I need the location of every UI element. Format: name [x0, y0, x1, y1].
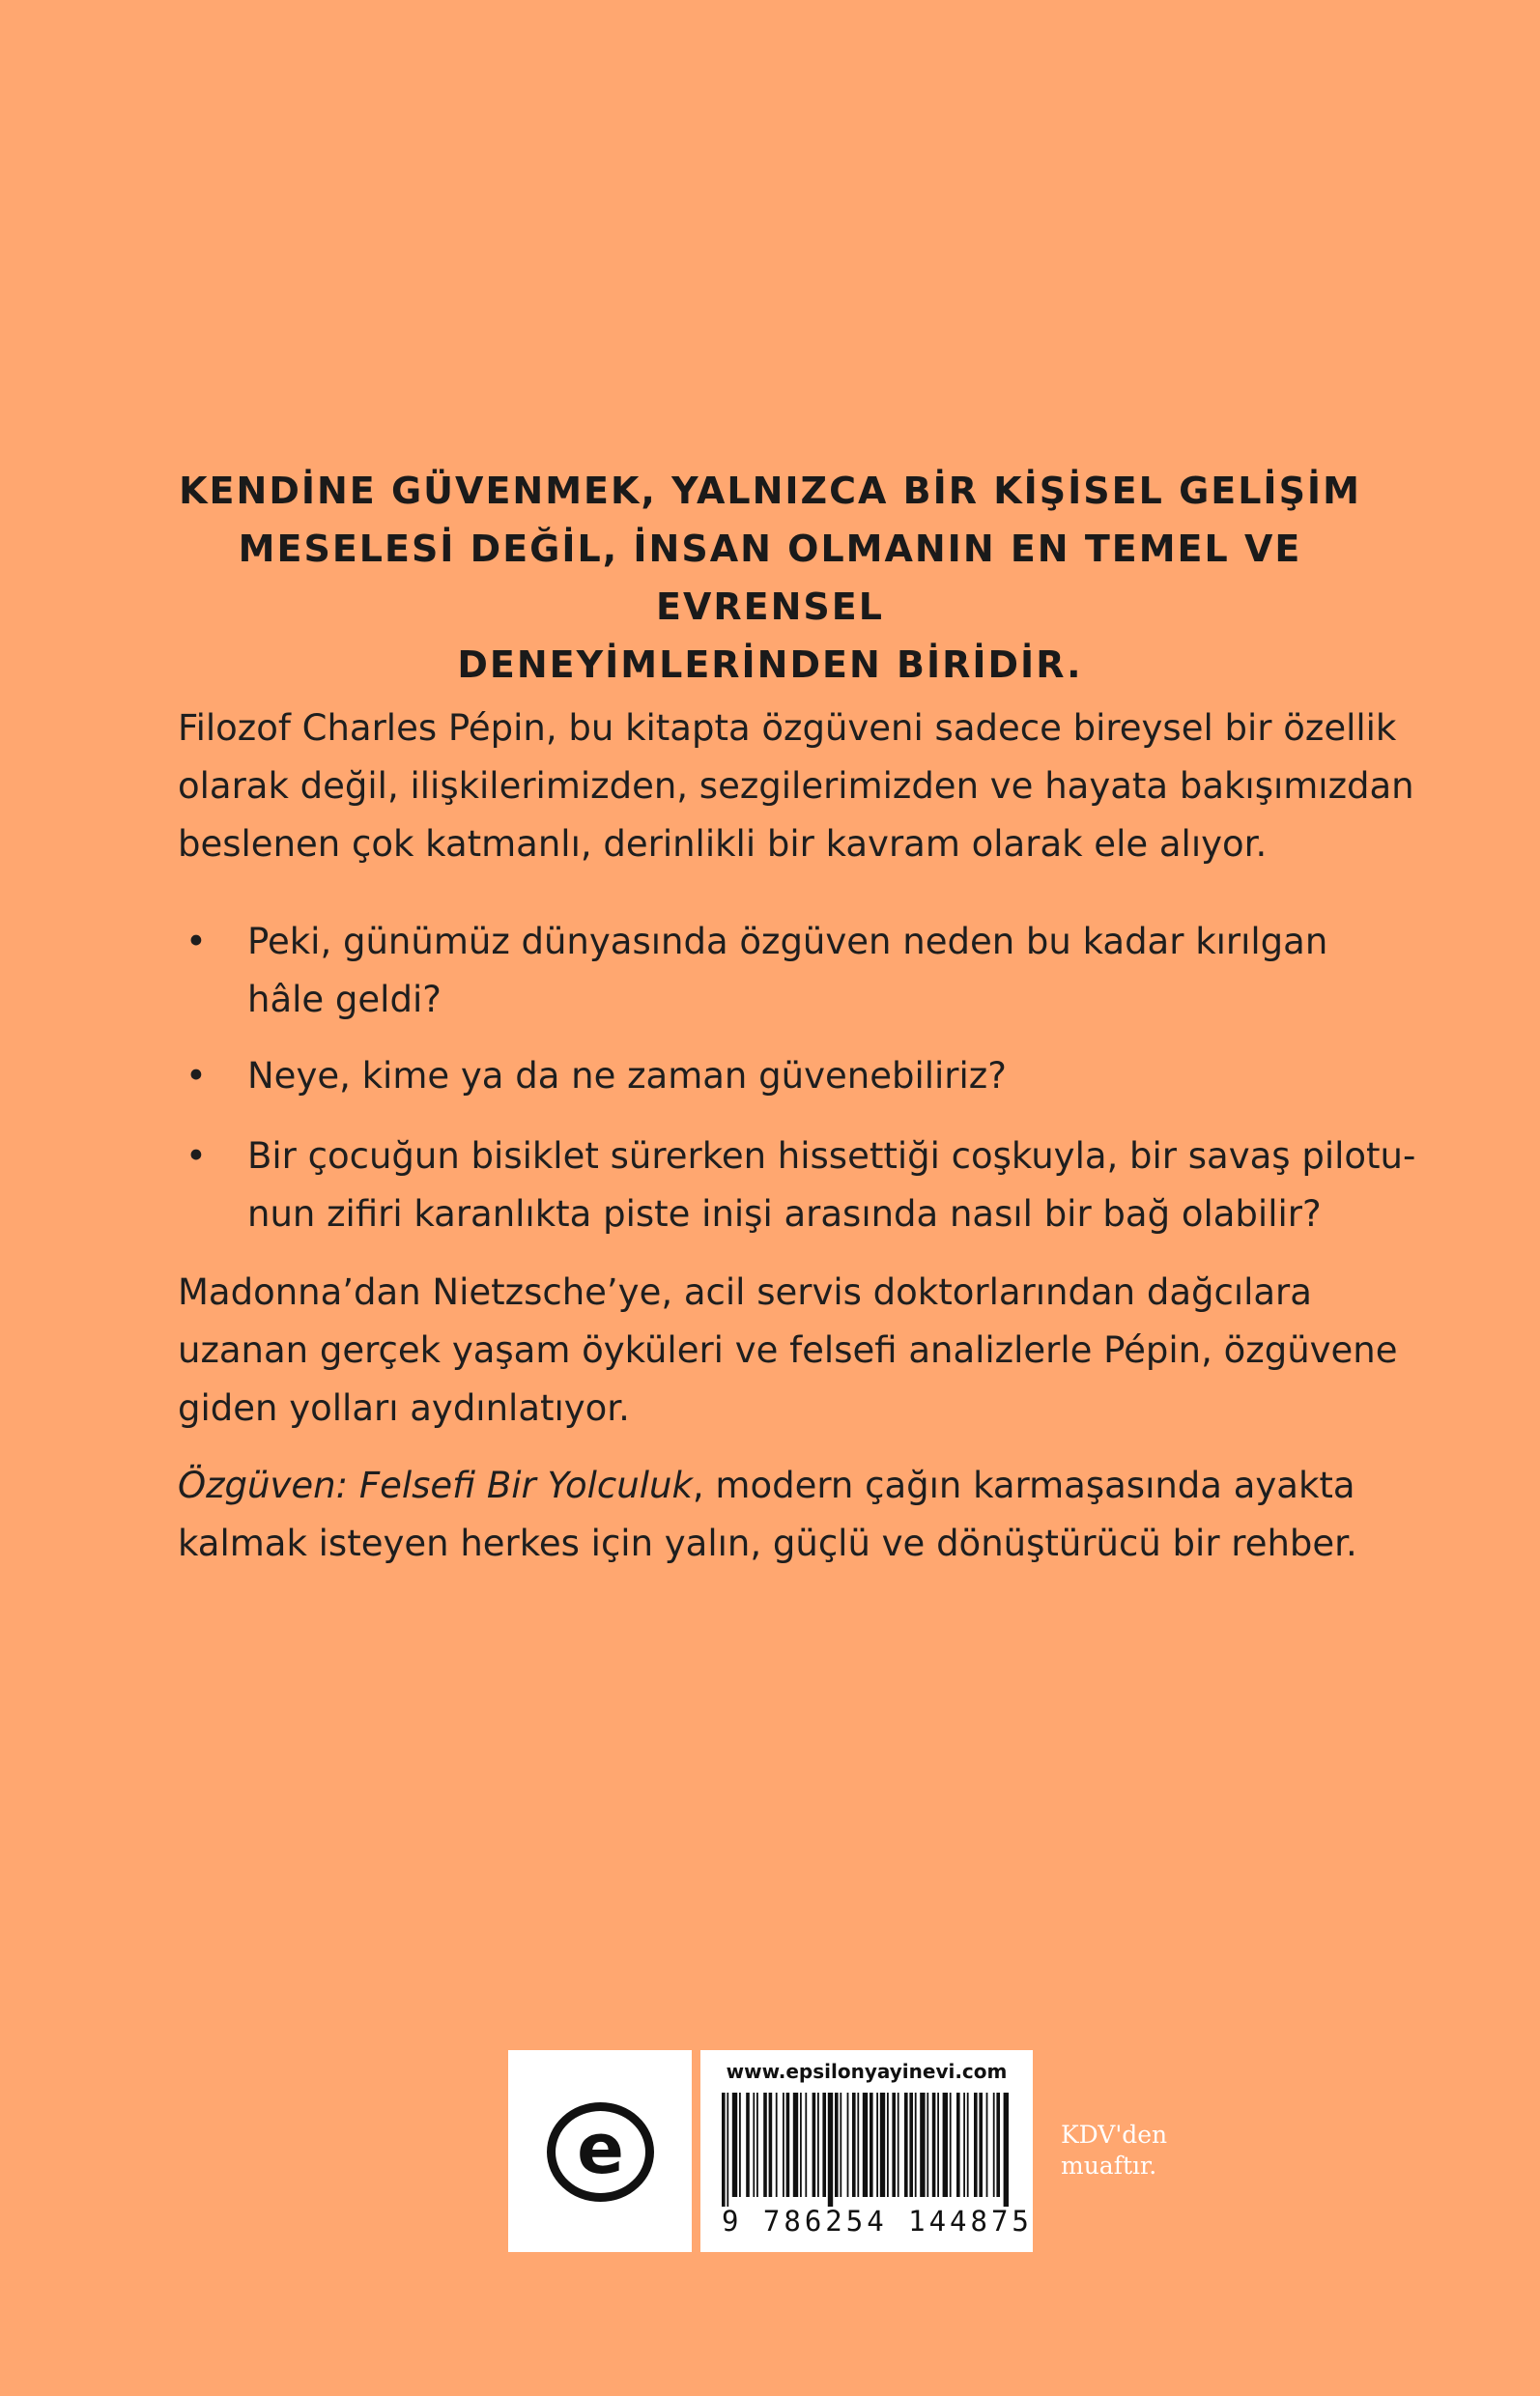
- book-title: Özgüven: Felsefi Bir Yolculuk: [178, 1465, 693, 1506]
- barcode-bar: [909, 2093, 913, 2197]
- headline-line: DENEYİMLERİNDEN BİRİDİR.: [457, 643, 1083, 686]
- barcode-panel: [700, 2050, 1033, 2252]
- bullet-line: Peki, günümüz dünyasında özgüven neden bu kadar kırılgan: [247, 921, 1328, 962]
- barcode-bar: [727, 2093, 728, 2207]
- barcode-bar: [967, 2093, 969, 2197]
- stories-line: giden yolları aydınlatıyor.: [178, 1387, 630, 1429]
- intro-paragraph: [178, 699, 1414, 873]
- barcode-bar: [898, 2093, 899, 2197]
- tax-note: [1061, 2120, 1167, 2182]
- stories-paragraph: [178, 1264, 1398, 1438]
- barcode-bar: [956, 2093, 960, 2197]
- barcode-bar: [979, 2093, 983, 2197]
- barcode-bar: [876, 2093, 878, 2197]
- barcode-bar: [828, 2093, 833, 2207]
- barcode-bar: [732, 2093, 737, 2197]
- barcode-bar: [805, 2093, 807, 2197]
- bullet-icon: •: [185, 1135, 207, 1177]
- barcode-bar: [986, 2093, 988, 2197]
- barcode-icon: [720, 2093, 1013, 2207]
- barcode-bar: [739, 2093, 741, 2197]
- barcode-bar: [996, 2093, 1000, 2197]
- epsilon-logo-icon: [547, 2102, 654, 2202]
- barcode-bar: [852, 2093, 856, 2197]
- blurb: [178, 0, 1416, 2396]
- barcode-bar: [904, 2093, 908, 2197]
- intro-line: beslenen çok katmanlı, derinlikli bir kavram olarak ele alıyor.: [178, 823, 1268, 865]
- tax-note-line: KDV'den: [1061, 2121, 1168, 2149]
- intro-line: olarak değil, ilişkilerimizden, sezgilerimizden ve hayata bakışımızdan: [178, 765, 1414, 807]
- barcode-bar: [915, 2093, 917, 2197]
- headline-line: MESELESİ DEĞİL, İNSAN OLMANIN EN TEMEL VE EVRENSEL: [238, 528, 1302, 628]
- bullet-line: nun zifiri karanlıkta piste inişi arasında nasıl bir bağ olabilir?: [247, 1193, 1322, 1235]
- barcode-bar: [887, 2093, 889, 2197]
- closing-paragraph: [178, 1457, 1376, 1573]
- barcode-bar: [835, 2093, 839, 2197]
- barcode-bar: [756, 2093, 758, 2197]
- barcode-bar: [822, 2093, 826, 2197]
- bullet-icon: •: [185, 921, 207, 962]
- barcode-bar: [880, 2093, 885, 2197]
- tax-note-line: muaftır.: [1061, 2152, 1157, 2180]
- closing-line: [178, 1457, 1376, 1515]
- barcode-bar: [950, 2093, 952, 2197]
- barcode-bar: [1004, 2093, 1009, 2207]
- barcode-bar: [857, 2093, 859, 2197]
- stories-line: Madonna’dan Nietzsche’ye, acil servis doktorlarından dağcılara: [178, 1271, 1312, 1313]
- barcode-bar: [800, 2093, 802, 2197]
- barcode-bar: [817, 2093, 819, 2197]
- bullet-icon: •: [185, 1055, 207, 1097]
- barcode-bar: [786, 2093, 790, 2197]
- barcode-bar: [963, 2093, 965, 2197]
- barcode-bar: [927, 2093, 928, 2197]
- barcode-bar: [813, 2093, 816, 2197]
- barcode-bar: [943, 2093, 948, 2197]
- logo-letter: e: [577, 2107, 624, 2189]
- closing-rest: , modern çağın karmaşasında ayakta: [692, 1465, 1355, 1506]
- barcode-bar: [937, 2093, 939, 2197]
- barcode-bar: [920, 2093, 925, 2197]
- barcode-bar: [870, 2093, 873, 2197]
- bullet-line: Neye, kime ya da ne zaman güvenebiliriz?: [247, 1055, 1007, 1097]
- barcode-bar: [783, 2093, 784, 2197]
- barcode-bar: [974, 2093, 978, 2197]
- barcode-bar: [863, 2093, 868, 2197]
- barcode-bar: [932, 2093, 936, 2197]
- barcode-bar: [746, 2093, 750, 2197]
- bullet-line: hâle geldi?: [247, 979, 442, 1020]
- barcode-bar: [769, 2093, 773, 2197]
- barcode-bar: [892, 2093, 896, 2197]
- barcode-bar: [840, 2093, 841, 2197]
- isbn-digits: 9 786254 144875: [722, 2205, 1033, 2238]
- barcode-bar: [993, 2093, 995, 2197]
- closing-line: kalmak isteyen herkes için yalın, güçlü ve dönüştürücü bir rehber.: [178, 1523, 1357, 1564]
- publisher-website: www.epsilonyayinevi.com: [726, 2060, 1008, 2083]
- barcode-bar: [776, 2093, 778, 2197]
- barcode-bar: [753, 2093, 755, 2197]
- stories-line: uzanan gerçek yaşam öyküleri ve felsefi analizlerle Pépin, özgüvene: [178, 1329, 1398, 1371]
- publisher-logo-panel: [508, 2050, 692, 2252]
- barcode-bar: [722, 2093, 726, 2207]
- barcode-bar: [793, 2093, 798, 2197]
- bullet-line: Bir çocuğun bisiklet sürerken hissettiği coşkuyla, bir savaş pilotu-: [247, 1135, 1416, 1177]
- intro-line: Filozof Charles Pépin, bu kitapta özgüveni sadece bireysel bir özellik: [178, 707, 1397, 749]
- barcode-bar: [847, 2093, 849, 2197]
- barcode-bar: [763, 2093, 767, 2197]
- headline-line: KENDİNE GÜVENMEK, YALNIZCA BİR KİŞİSEL GELİŞİM: [179, 470, 1361, 512]
